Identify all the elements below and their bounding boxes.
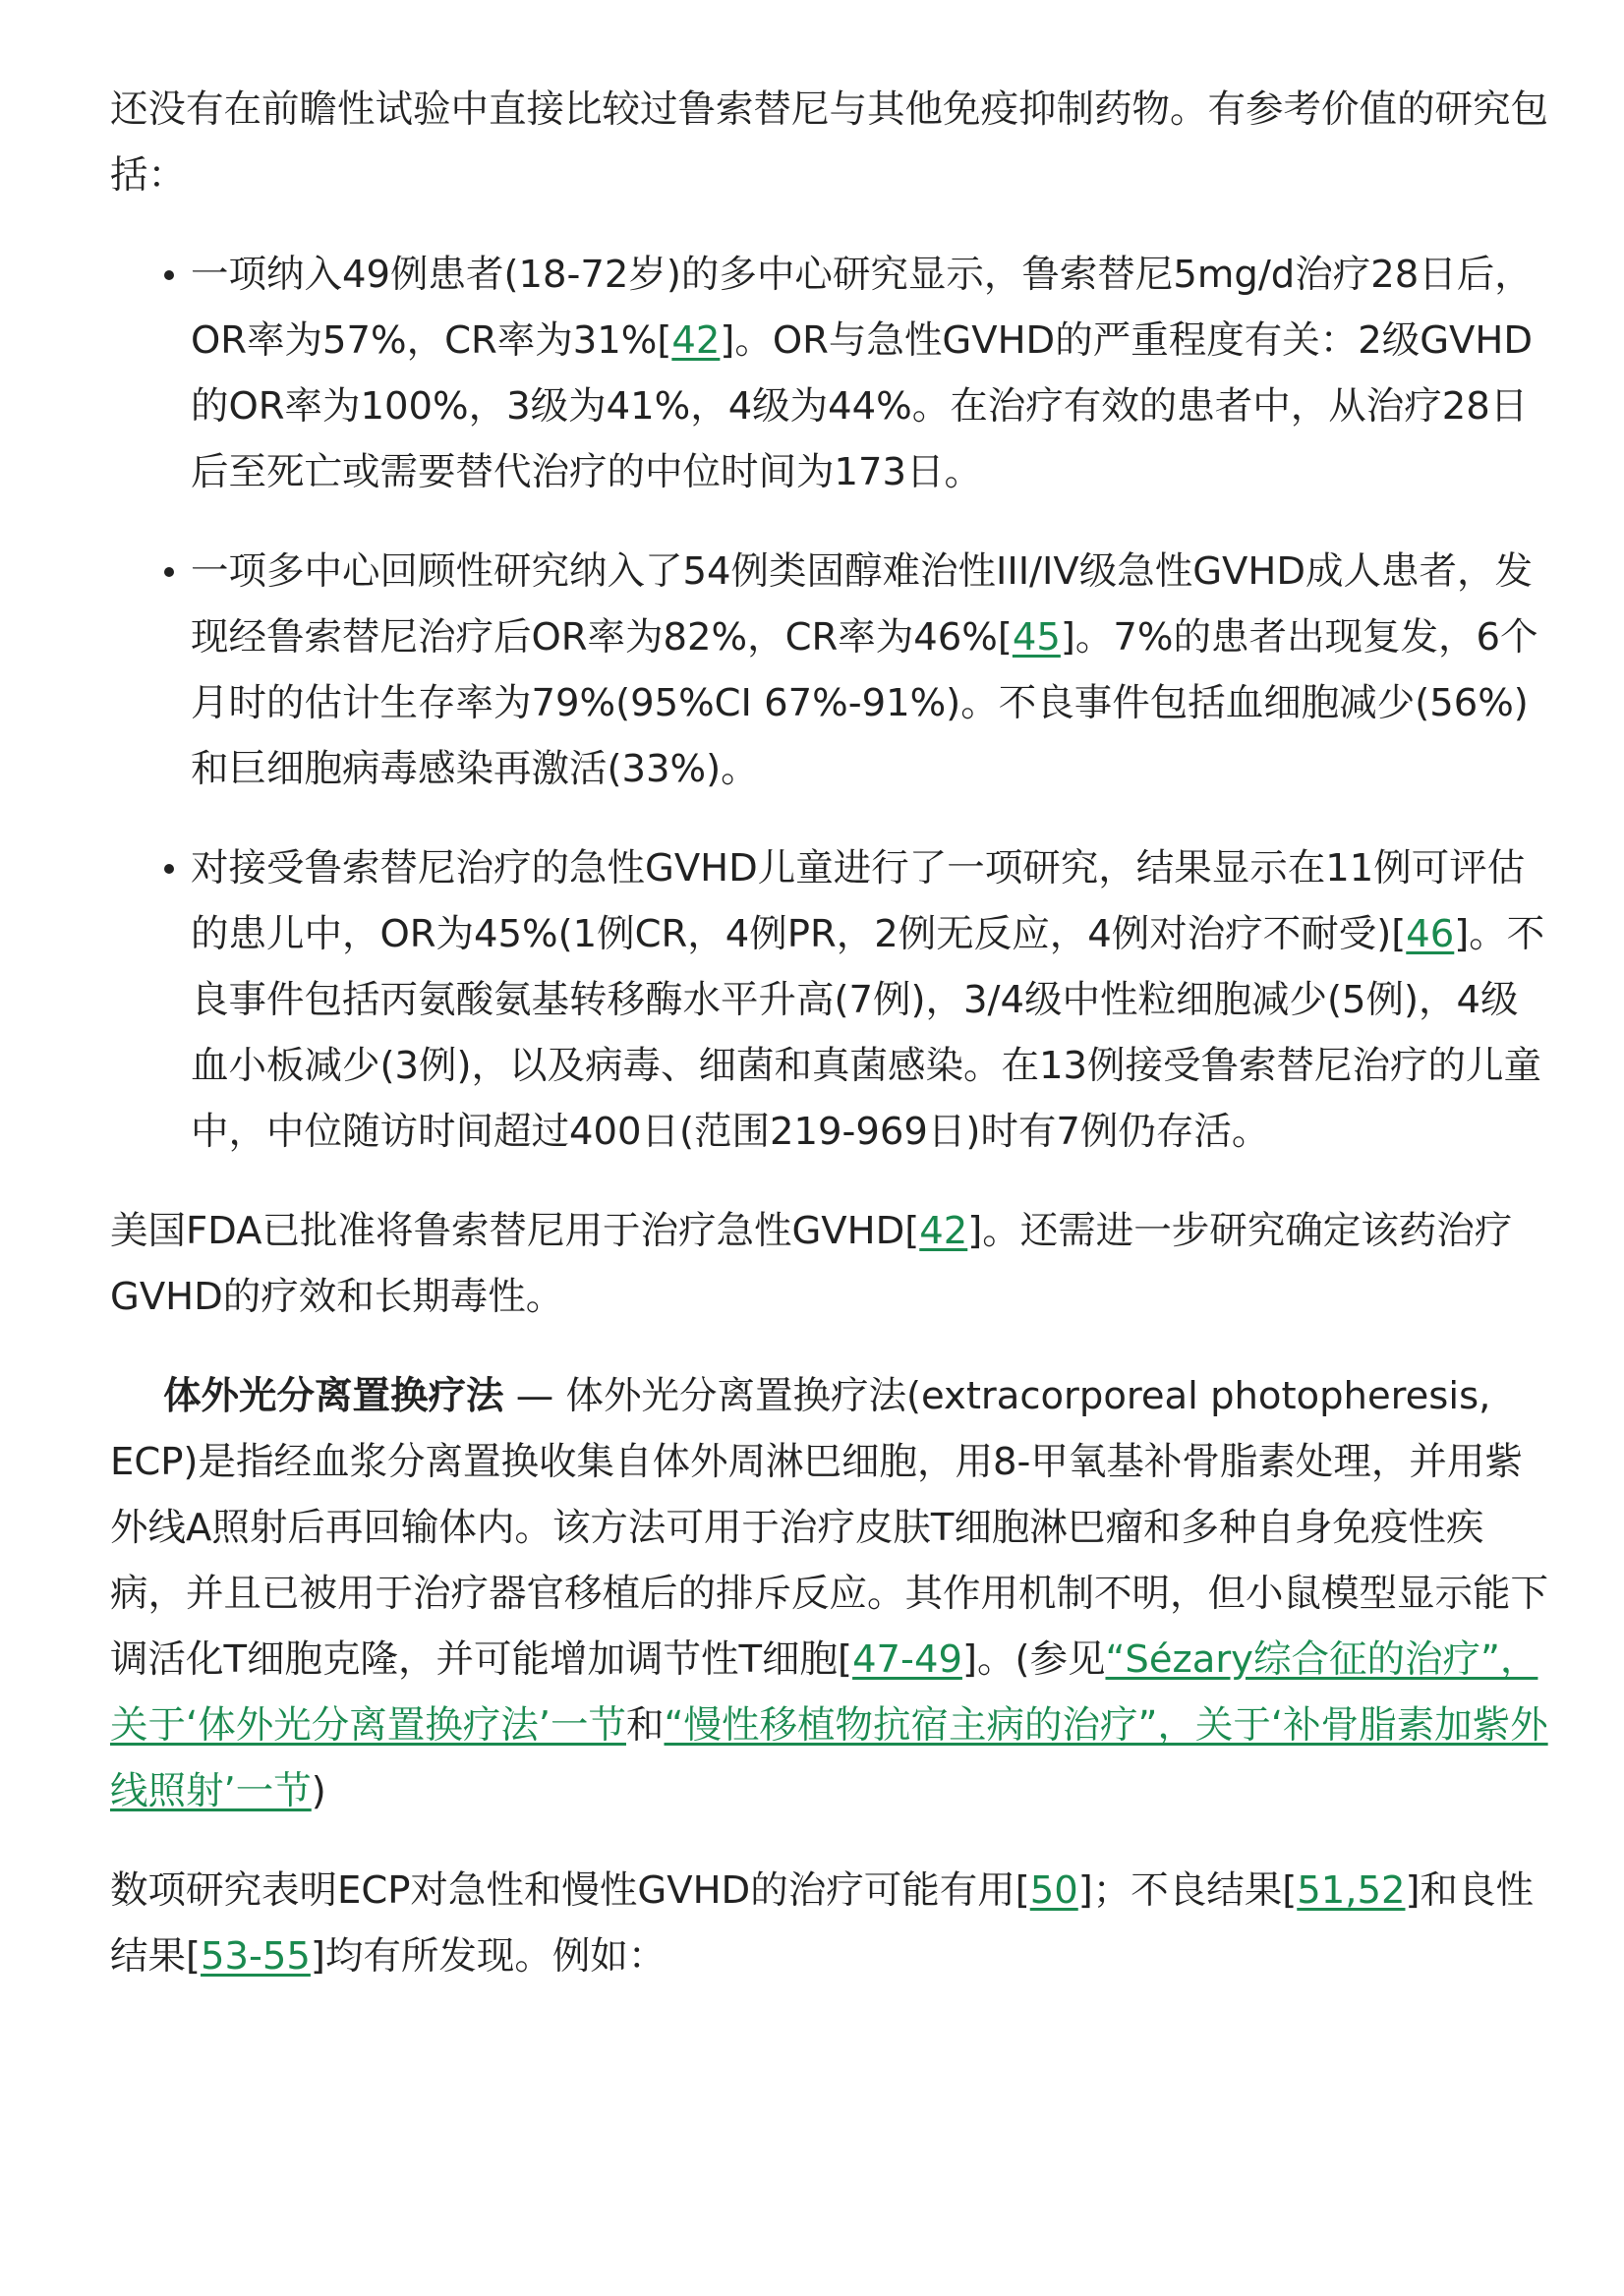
chronic-gvhd-topic-link[interactable]: “慢性移植物抗宿主病的治疗”，关于‘补骨脂素加紫外线照射’一节 bbox=[110, 1703, 1548, 1813]
list-item-text: ]。OR与急性GVHD的严重程度有关：2级GVHD的OR率为100%，3级为41%，4级为44%。在治疗有效的患者中，从治疗28日后至死亡或需要替代治疗的中位时间为173日。 bbox=[191, 318, 1533, 494]
article-body bbox=[110, 77, 1555, 1989]
list-item-text: ]。不良事件包括丙氨酸氨基转移酶水平升高(7例)，3/4级中性粒细胞减少(5例)，4级血小板减少(3例)，以及病毒、细菌和真菌感染。在13例接受鲁索替尼治疗的儿童中，中位随访时间超过400日(范围219-969日)时有7例仍存活。 bbox=[191, 912, 1545, 1154]
fda-paragraph bbox=[110, 1198, 1555, 1330]
reference-link[interactable]: 51,52 bbox=[1297, 1868, 1406, 1913]
heading-dash: — bbox=[503, 1374, 566, 1418]
paragraph-text: 和 bbox=[625, 1703, 665, 1748]
studies-paragraph bbox=[110, 1858, 1555, 1989]
paragraph-text: ]和良性结果[ bbox=[110, 1868, 1535, 1979]
list-item-text: 一项多中心回顾性研究纳入了54例类固醇难治性III/IV级急性GVHD成人患者，发现经鲁索替尼治疗后OR率为82%，CR率为46%[ bbox=[191, 549, 1533, 660]
list-item-text: 对接受鲁索替尼治疗的急性GVHD儿童进行了一项研究，结果显示在11例可评估的患儿中，OR为45%(1例CR，4例PR，2例无反应，4例对治疗不耐受)[ bbox=[191, 846, 1526, 956]
ecp-paragraph bbox=[110, 1363, 1555, 1824]
section-heading: 体外光分离置换疗法 bbox=[163, 1374, 504, 1418]
reference-link[interactable]: 47-49 bbox=[852, 1637, 962, 1682]
reference-link[interactable]: 50 bbox=[1029, 1868, 1078, 1913]
intro-paragraph bbox=[110, 77, 1555, 208]
paragraph-text: ) bbox=[311, 1769, 326, 1813]
list-item bbox=[191, 242, 1555, 505]
sezary-topic-link[interactable]: “Sézary综合征的治疗”，关于‘体外光分离置换疗法’一节 bbox=[110, 1637, 1538, 1748]
reference-link[interactable]: 42 bbox=[671, 318, 721, 363]
paragraph-text: 数项研究表明ECP对急性和慢性GVHD的治疗可能有用[ bbox=[110, 1868, 1030, 1913]
paragraph-text: ]。(参见 bbox=[961, 1637, 1106, 1682]
paragraph-text: ]均有所发现。例如： bbox=[310, 1934, 667, 1979]
list-item-text: ]。7%的患者出现复发，6个月时的估计生存率为79%(95%CI 67%-91%)。不良事件包括血细胞减少(56%)和巨细胞病毒感染再激活(33%)。 bbox=[191, 615, 1538, 791]
paragraph-text: 体外光分离置换疗法(extracorporeal photopheresis, ECP)是指经血浆分离置换收集自体外周淋巴细胞，用8-甲氧基补骨脂素处理，并用紫外线A照射后再回输体内。该方法可用于治疗皮肤T细胞淋巴瘤和多种自身免疫性疾病，并且已被用于治疗器官移植后的排斥反应。其作用机制不明，但小鼠模型显示能下调活化T细胞克隆，并可能增加调节性T细胞[ bbox=[110, 1374, 1549, 1682]
paragraph-text: 美国FDA已批准将鲁索替尼用于治疗急性GVHD[ bbox=[110, 1209, 920, 1253]
reference-link[interactable]: 42 bbox=[919, 1209, 968, 1253]
study-list bbox=[110, 242, 1555, 1165]
reference-link[interactable]: 46 bbox=[1406, 912, 1455, 956]
reference-link[interactable]: 45 bbox=[1012, 615, 1061, 660]
reference-link[interactable]: 53-55 bbox=[201, 1934, 311, 1979]
paragraph-text: ]；不良结果[ bbox=[1077, 1868, 1298, 1913]
paragraph-text: ]。还需进一步研究确定该药治疗GVHD的疗效和长期毒性。 bbox=[110, 1209, 1513, 1319]
list-item bbox=[191, 835, 1555, 1165]
intro-text: 还没有在前瞻性试验中直接比较过鲁索替尼与其他免疫抑制药物。有参考价值的研究包括： bbox=[110, 87, 1549, 198]
list-item bbox=[191, 539, 1555, 802]
list-item-text: 一项纳入49例患者(18-72岁)的多中心研究显示，鲁索替尼5mg/d治疗28日后，OR率为57%，CR率为31%[ bbox=[191, 253, 1533, 363]
